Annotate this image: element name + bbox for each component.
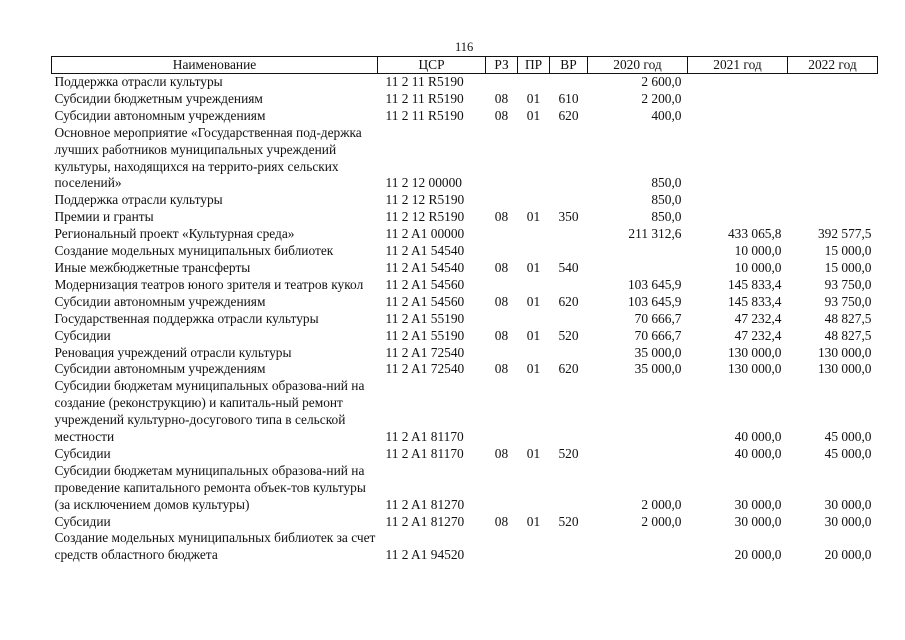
cell-2022: 93 750,0 <box>824 276 872 292</box>
cell-pr <box>518 226 550 243</box>
cell-name: Государственная поддержка отрасли культуры <box>54 310 319 326</box>
cell-2020: 35 000,0 <box>634 344 682 360</box>
cell-2021 <box>688 209 788 226</box>
cell-2022 <box>788 74 878 91</box>
cell-rz <box>486 277 518 294</box>
cell-2021: 30 000,0 <box>734 496 782 512</box>
cell-rz <box>486 192 518 209</box>
cell-rz: 08 <box>494 513 509 529</box>
cell-2021: 20 000,0 <box>734 547 782 563</box>
cell-vr <box>550 74 588 91</box>
cell-csr: 11 2 11 R5190 <box>385 90 464 106</box>
cell-rz: 08 <box>494 327 509 343</box>
table-row <box>52 125 878 193</box>
cell-2020: 400,0 <box>651 107 682 123</box>
cell-2022: 20 000,0 <box>824 547 872 563</box>
cell-pr: 01 <box>526 513 541 529</box>
cell-pr: 01 <box>526 361 541 377</box>
cell-pr <box>518 311 550 328</box>
cell-vr <box>550 243 588 260</box>
cell-2022: 130 000,0 <box>817 361 872 377</box>
table-row <box>52 328 878 345</box>
cell-vr <box>550 345 588 362</box>
cell-vr <box>550 463 588 514</box>
cell-2022: 45 000,0 <box>824 445 872 461</box>
table-row <box>52 108 878 125</box>
cell-vr: 620 <box>558 361 579 377</box>
cell-vr: 350 <box>558 209 579 225</box>
cell-name: Реновация учреждений отрасли культуры <box>54 344 292 360</box>
cell-2021: 145 833,4 <box>727 293 782 309</box>
header-rz: РЗ <box>486 57 518 74</box>
cell-name: Поддержка отрасли культуры <box>54 192 223 208</box>
table-row <box>52 226 878 243</box>
cell-2022 <box>788 125 878 193</box>
cell-2022 <box>788 192 878 209</box>
cell-name: Создание модельных муниципальных библиотек <box>54 243 334 259</box>
cell-pr <box>518 277 550 294</box>
cell-name: Субсидии <box>54 513 111 529</box>
cell-name: Региональный проект «Культурная среда» <box>54 226 295 242</box>
cell-rz <box>486 125 518 193</box>
cell-pr <box>518 192 550 209</box>
cell-vr: 610 <box>558 90 579 106</box>
cell-rz: 08 <box>494 209 509 225</box>
table-row <box>52 361 878 378</box>
header-name: Наименование <box>52 57 378 74</box>
cell-csr: 11 2 A1 54540 <box>385 243 465 259</box>
cell-2020: 103 645,9 <box>627 276 682 292</box>
table-header <box>52 57 878 74</box>
cell-2020: 850,0 <box>651 209 682 225</box>
cell-rz: 08 <box>494 90 509 106</box>
cell-2020 <box>588 243 688 260</box>
table-row <box>52 91 878 108</box>
cell-2020: 2 200,0 <box>641 90 682 106</box>
cell-2020: 850,0 <box>651 175 682 191</box>
cell-2021: 30 000,0 <box>734 513 782 529</box>
header-pr: ПР <box>518 57 550 74</box>
cell-2021: 130 000,0 <box>727 361 782 377</box>
cell-2021: 10 000,0 <box>734 243 782 259</box>
cell-vr <box>550 378 588 446</box>
cell-vr: 540 <box>558 259 579 275</box>
cell-2020: 70 666,7 <box>634 327 682 343</box>
cell-csr: 11 2 12 R5190 <box>385 192 465 208</box>
cell-csr: 11 2 A1 81170 <box>385 445 464 461</box>
cell-pr: 01 <box>526 445 541 461</box>
cell-rz: 08 <box>494 293 509 309</box>
cell-2021: 40 000,0 <box>734 429 782 445</box>
header-2021: 2021 год <box>688 57 788 74</box>
cell-vr <box>550 530 588 564</box>
cell-name: Субсидии бюджетам муниципальных образова-ний на проведение капитального ремонта объек-тов культуры (за исключением домов культуры) <box>54 462 366 512</box>
cell-rz: 08 <box>494 107 509 123</box>
cell-pr <box>518 125 550 193</box>
cell-2022 <box>788 108 878 125</box>
cell-name: Премии и гранты <box>54 209 154 225</box>
cell-2021 <box>688 125 788 193</box>
cell-pr <box>518 378 550 446</box>
cell-2021: 130 000,0 <box>727 344 782 360</box>
cell-csr: 11 2 A1 72540 <box>385 361 465 377</box>
cell-csr: 11 2 A1 55190 <box>385 310 465 326</box>
cell-2020: 211 312,6 <box>628 226 682 242</box>
cell-2020: 850,0 <box>651 192 682 208</box>
cell-name: Субсидии бюджетам муниципальных образова-ний на создание (реконструкцию) и капиталь-ный ремонт учреждений культурно-досугового типа в сельской местности <box>54 378 365 445</box>
cell-name: Поддержка отрасли культуры <box>54 74 223 89</box>
cell-name: Создание модельных муниципальных библиотек за счет средств областного бюджета <box>54 530 376 563</box>
budget-table <box>51 56 878 564</box>
cell-2020 <box>588 378 688 446</box>
cell-2020 <box>588 530 688 564</box>
cell-csr: 11 2 A1 55190 <box>385 327 465 343</box>
cell-2021 <box>688 192 788 209</box>
cell-csr: 11 2 A1 54560 <box>385 293 465 309</box>
cell-csr: 11 2 A1 81270 <box>385 496 465 512</box>
cell-2021: 47 232,4 <box>734 310 782 326</box>
cell-2021: 433 065,8 <box>727 226 782 242</box>
cell-pr: 01 <box>526 259 541 275</box>
table-body <box>52 74 878 565</box>
cell-rz <box>486 74 518 91</box>
table-row <box>52 446 878 463</box>
table-row <box>52 530 878 564</box>
cell-vr <box>550 311 588 328</box>
cell-2022: 45 000,0 <box>824 429 872 445</box>
cell-pr: 01 <box>526 107 541 123</box>
cell-2021 <box>688 74 788 91</box>
cell-vr: 520 <box>558 327 579 343</box>
table-row <box>52 463 878 514</box>
header-vr: ВР <box>550 57 588 74</box>
table-row <box>52 277 878 294</box>
cell-rz <box>486 530 518 564</box>
cell-vr <box>550 125 588 193</box>
cell-2022: 15 000,0 <box>824 243 872 259</box>
cell-pr <box>518 530 550 564</box>
cell-name: Субсидии <box>54 327 111 343</box>
table-row <box>52 74 878 91</box>
header-2020: 2020 год <box>588 57 688 74</box>
cell-csr: 11 2 A1 54560 <box>385 276 465 292</box>
cell-2021 <box>688 108 788 125</box>
cell-name: Основное мероприятие «Государственная под-держка лучших работников муниципальных учреждений культуры, находящихся на террито-риях сельских поселений» <box>54 124 362 191</box>
cell-2022: 48 827,5 <box>824 310 872 326</box>
cell-2020: 70 666,7 <box>634 310 682 326</box>
cell-csr: 11 2 A1 81270 <box>385 513 465 529</box>
cell-2022 <box>788 91 878 108</box>
cell-pr <box>518 74 550 91</box>
cell-csr: 11 2 11 R5190 <box>385 74 464 89</box>
cell-pr: 01 <box>526 209 541 225</box>
cell-rz <box>486 463 518 514</box>
cell-2020 <box>588 446 688 463</box>
cell-pr <box>518 243 550 260</box>
cell-rz: 08 <box>494 259 509 275</box>
table-row <box>52 294 878 311</box>
cell-rz <box>486 311 518 328</box>
cell-csr: 11 2 A1 72540 <box>385 344 465 360</box>
cell-2021: 145 833,4 <box>727 276 782 292</box>
cell-2022: 15 000,0 <box>824 259 872 275</box>
cell-2020: 2 000,0 <box>641 496 682 512</box>
cell-pr: 01 <box>526 293 541 309</box>
cell-csr: 11 2 A1 81170 <box>385 429 464 445</box>
cell-vr: 520 <box>558 513 579 529</box>
cell-vr: 620 <box>558 293 579 309</box>
cell-name: Субсидии <box>54 445 111 461</box>
cell-2022: 93 750,0 <box>824 293 872 309</box>
cell-vr <box>550 192 588 209</box>
page-number: 116 <box>455 40 474 54</box>
cell-csr: 11 2 A1 94520 <box>385 547 465 563</box>
cell-2021 <box>688 91 788 108</box>
cell-pr <box>518 463 550 514</box>
cell-rz <box>486 345 518 362</box>
table-row <box>52 345 878 362</box>
table-row <box>52 260 878 277</box>
cell-rz <box>486 226 518 243</box>
cell-2020 <box>588 260 688 277</box>
cell-name: Субсидии бюджетным учреждениям <box>54 90 263 106</box>
header-2022: 2022 год <box>788 57 878 74</box>
cell-pr <box>518 345 550 362</box>
cell-name: Субсидии автономным учреждениям <box>54 361 266 377</box>
cell-rz: 08 <box>494 361 509 377</box>
cell-rz <box>486 378 518 446</box>
table-row <box>52 243 878 260</box>
cell-2022: 30 000,0 <box>824 496 872 512</box>
table-row <box>52 311 878 328</box>
cell-2021: 47 232,4 <box>734 327 782 343</box>
cell-vr: 620 <box>558 107 579 123</box>
table-row <box>52 514 878 531</box>
cell-name: Иные межбюджетные трансферты <box>54 259 251 275</box>
cell-2022: 30 000,0 <box>824 513 872 529</box>
cell-pr: 01 <box>526 327 541 343</box>
cell-pr: 01 <box>526 90 541 106</box>
cell-2021: 10 000,0 <box>734 259 782 275</box>
table-row <box>52 209 878 226</box>
cell-vr: 520 <box>558 445 579 461</box>
cell-2022: 130 000,0 <box>817 344 872 360</box>
cell-2020: 103 645,9 <box>627 293 682 309</box>
cell-csr: 11 2 12 00000 <box>385 175 462 191</box>
cell-2021: 40 000,0 <box>734 445 782 461</box>
cell-2022: 392 577,5 <box>817 226 872 242</box>
cell-csr: 11 2 11 R5190 <box>385 107 464 123</box>
cell-name: Субсидии автономным учреждениям <box>54 107 266 123</box>
cell-csr: 11 2 12 R5190 <box>385 209 465 225</box>
cell-rz: 08 <box>494 445 509 461</box>
table-row <box>52 378 878 446</box>
cell-2020: 2 000,0 <box>641 513 682 529</box>
cell-2022 <box>788 209 878 226</box>
cell-name: Субсидии автономным учреждениям <box>54 293 266 309</box>
cell-csr: 11 2 A1 00000 <box>385 226 465 242</box>
cell-name: Модернизация театров юного зрителя и театров кукол <box>54 276 364 292</box>
cell-vr <box>550 277 588 294</box>
table-row <box>52 192 878 209</box>
cell-vr <box>550 226 588 243</box>
cell-csr: 11 2 A1 54540 <box>385 259 465 275</box>
cell-2020: 2 600,0 <box>641 74 682 89</box>
header-csr: ЦСР <box>378 57 486 74</box>
cell-rz <box>486 243 518 260</box>
cell-2022: 48 827,5 <box>824 327 872 343</box>
cell-2020: 35 000,0 <box>634 361 682 377</box>
